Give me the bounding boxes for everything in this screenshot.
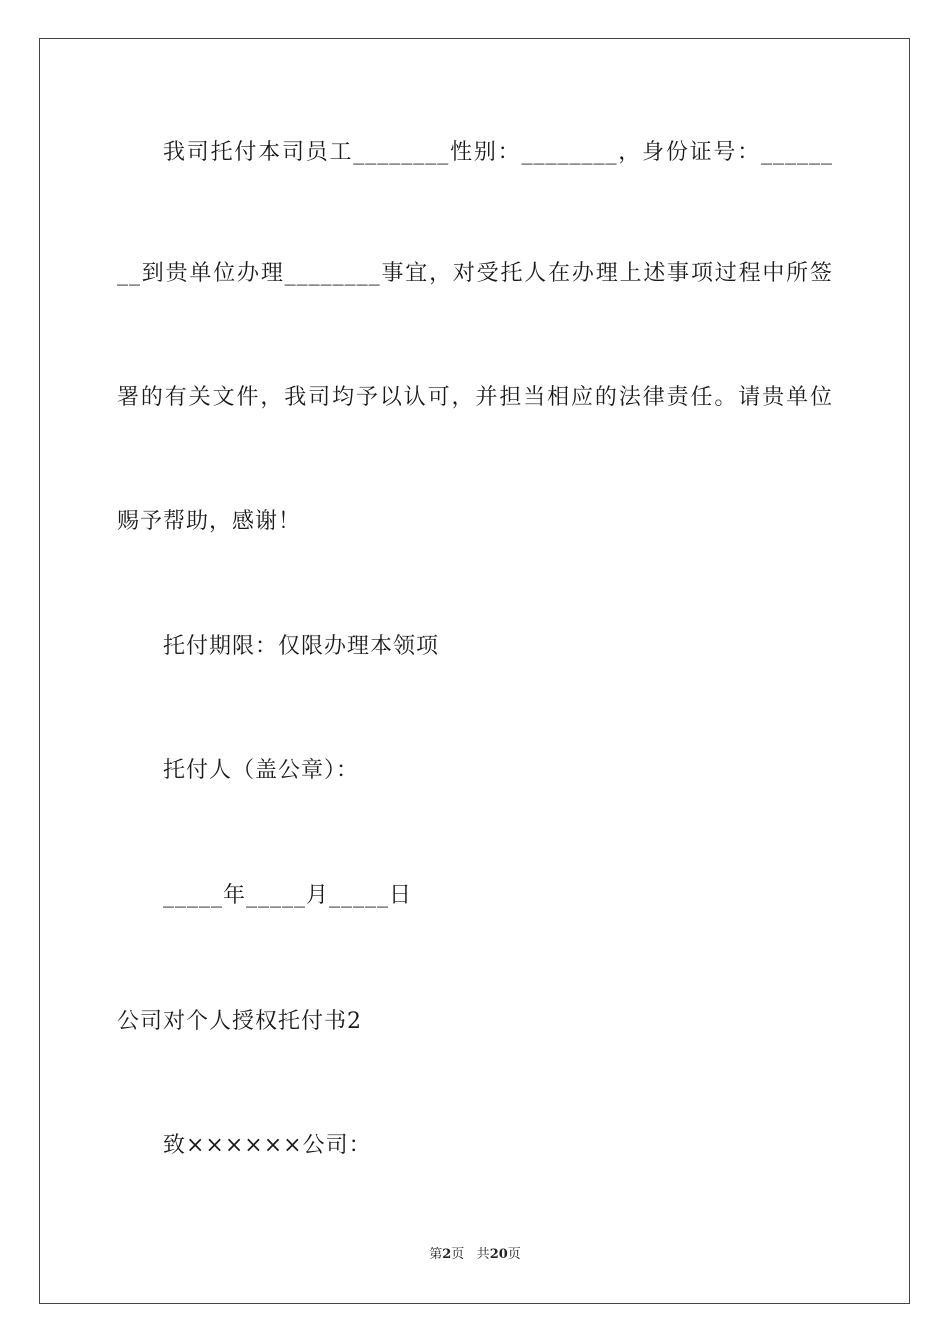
entrustor-seal: 托付人（盖公章）： [163, 758, 360, 783]
page-prefix: 第 [429, 1247, 443, 1262]
total-prefix: 共 [476, 1247, 490, 1262]
page-suffix: 页 [451, 1247, 465, 1262]
page-border [39, 38, 910, 1304]
page-current: 2 [442, 1247, 452, 1262]
page-footer [0, 1246, 950, 1264]
total-suffix: 页 [507, 1247, 521, 1262]
paragraph-line-4: 赐予帮助，感谢！ [117, 509, 302, 534]
addressee-line: 致××××××公司： [163, 1133, 372, 1158]
page-total: 20 [489, 1247, 508, 1262]
paragraph-line-3: 署的有关文件，我司均予以认可，并担当相应的法律责任。请贵单位 [117, 385, 833, 410]
section-title: 公司对个人授权托付书2 [117, 1009, 362, 1034]
paragraph-line-2: __到贵单位办理________事宜，对受托人在办理上述事项过程中所签 [117, 261, 833, 286]
paragraph-line-1: 我司托付本司员工________性别：________，身份证号：______ [163, 140, 833, 165]
date-line: _____年_____月_____日 [163, 883, 413, 908]
entrust-period: 托付期限：仅限办理本领项 [163, 634, 440, 659]
